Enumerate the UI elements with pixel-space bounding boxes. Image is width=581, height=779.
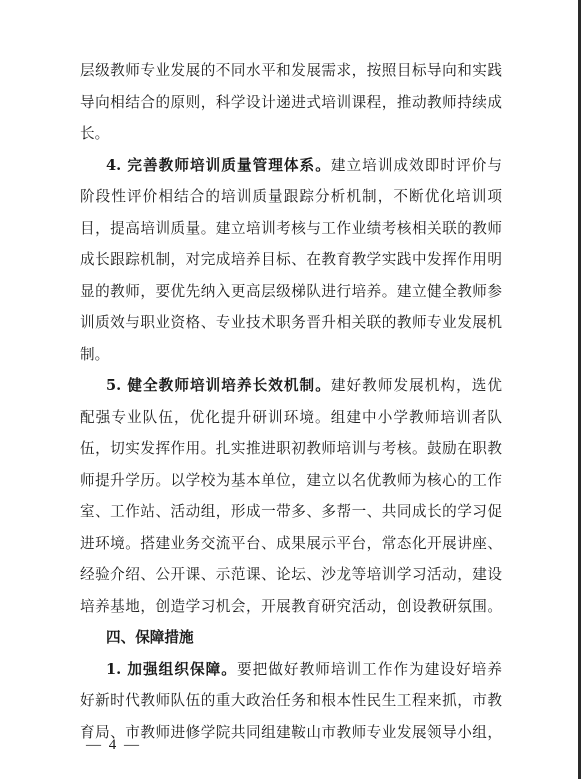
text-line [80, 219, 502, 239]
line-text: 目，提高培训质量。建立培训考核与工作业绩考核相关联的教师 [80, 220, 502, 237]
line-text: 配强专业队伍，优化提升研训环境。组建中小学教师培训者队 [80, 409, 502, 426]
text-line [80, 691, 502, 711]
line-text: 培养基地，创造学习机会，开展教育研究活动，创设教研氛围。 [80, 598, 502, 615]
line-text: 师提升学历。以学校为基本单位，建立以名优教师为核心的工作 [80, 472, 502, 489]
line-text: 要把做好教师培训工作作为建设好培养 [236, 661, 502, 678]
text-line [80, 471, 502, 491]
text-line [80, 597, 502, 617]
line-text: 室、工作站、活动组，形成一带多、多帮一、共同成长的学习促 [80, 503, 502, 520]
page-number: — 4 — [86, 737, 141, 753]
heading-text: 四、保障措施 [106, 629, 194, 646]
line-text: 成长跟踪机制，对完成培养目标、在教育教学实践中发挥作用明 [80, 251, 502, 268]
line-text: 阶段性评价相结合的培训质量跟踪分析机制，不断优化培训项 [80, 188, 502, 205]
line-text: 长。 [80, 125, 110, 142]
line-text: 进环境。搭建业务交流平台、成果展示平台，常态化开展讲座、 [80, 535, 502, 552]
text-line [80, 534, 502, 554]
section-heading [106, 628, 502, 648]
item-title: 5. 健全教师培训培养长效机制。 [106, 377, 331, 394]
text-line [80, 282, 502, 302]
line-text: 好新时代教师队伍的重大政治任务和根本性民生工程来抓，市教 [80, 692, 502, 709]
line-text: 建立培训成效即时评价与 [330, 157, 502, 174]
text-line [80, 61, 502, 81]
text-line [80, 345, 502, 365]
text-line [80, 187, 502, 207]
text-line [106, 156, 502, 176]
text-line [80, 502, 502, 522]
text-line [106, 660, 502, 680]
line-text: 显的教师，要优先纳入更高层级梯队进行培养。建立健全教师参 [80, 283, 502, 300]
line-text: 训质效与职业资格、专业技术职务晋升相关联的教师专业发展机 [80, 314, 502, 331]
line-text: 育局、市教师进修学院共同组建鞍山市教师专业发展领导小组， [80, 724, 502, 741]
text-line [80, 250, 502, 270]
text-line [80, 565, 502, 585]
text-line [80, 408, 502, 428]
line-text: 经验介绍、公开课、示范课、论坛、沙龙等培训学习活动，建设 [80, 566, 502, 583]
text-line [106, 376, 502, 396]
text-line [80, 723, 502, 743]
line-text: 层级教师专业发展的不同水平和发展需求，按照目标导向和实践 [80, 62, 502, 79]
text-line [80, 439, 502, 459]
line-text: 伍，切实发挥作用。扎实推进职初教师培训与考核。鼓励在职教 [80, 440, 502, 457]
line-text: 导向相结合的原则，科学设计递进式培训课程，推动教师持续成 [80, 94, 502, 111]
line-text: 制。 [80, 346, 110, 363]
text-line [80, 93, 502, 113]
item-title: 4. 完善教师培训质量管理体系。 [106, 157, 331, 174]
item-title: 1. 加强组织保障。 [106, 661, 237, 678]
text-line [80, 313, 502, 333]
text-line [80, 124, 502, 144]
line-text: 建好教师发展机构，选优 [330, 377, 502, 394]
